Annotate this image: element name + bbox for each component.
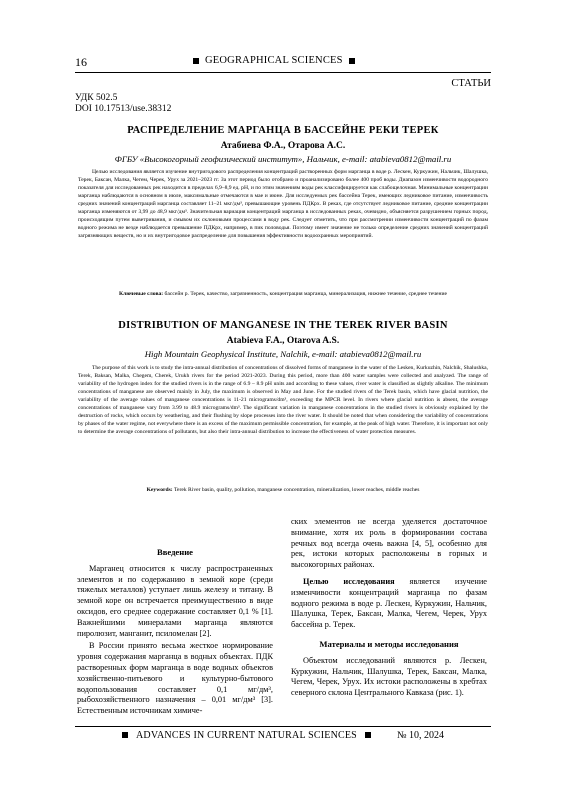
running-header [75,52,491,72]
aim-label: Целью исследования [303,576,395,586]
doi[interactable]: DOI 10.17513/use.38312 [75,104,172,114]
intro-paragraph: Марганец относится к числу распространенных элементов и по содержанию в земной коре (среди тяжелых металлов) уступает лишь железу и титану. В земной коре он встречается преимущественно в виде оксидов, его среднее содержание составляет 0,1 % [1]. Важнейшими минералами марганца являются пиролюзит, манганит, псиломелан [2]. [77,563,273,638]
authors-ru: Атабиева Ф.А., Отарова А.С. [220,141,346,151]
body-column-right [291,517,487,701]
keywords-en [78,486,488,494]
abstract-en: The purpose of this work is to study the intra-annual distribution of concentrations of dissolved forms of manganese in the water of the Lesken, Kurkuzhin, Nalchik, Shalushka, Terek, Baksan, Malka, Chegem, Cherek, Urukh rivers for the period 2021-2023. During this period, more than 400 water samples were collected and analyzed. The range of variability of the hydrogen index for the studied rivers is in the range of 6.9 – 8.9 pH units and according to these values, river water is classified as slightly alkaline. The minimum concentrations of manganese are observed mainly in July, the maximum is observed in May and June. For the studied rivers of the Terek basin, which have glacial nutrition, the variability of the average values of manganese concentrations is 11-21 micrograms/dm³, exceeding the MPCR level. In rivers where glacial nutrition is absent, the average concentrations of manganese vary from 3.99 to 48.9 micrograms/dm³. The significant variation in manganese concentrations in the studied rivers is obviously explained by the destruction of rocks, which occurs by weathering, and their flushing by slope processes into the river water. It should be noted that when considering the variability of concentrations by phases of the water regime, not everywhere there is an excess of the maximum permissible concentration, for example, at the peak of high water. Therefore, it is important not only to determine the average concentrations of pollutants, but also their intra-annual distribution to increase the effectiveness of water protection measures. [78,365,488,435]
methods-heading: Материалы и методы исследования [319,638,459,649]
keywords-text: Terek River basin, quality, pollution, manganese concentration, mineralization, lower reaches, middle reaches [173,487,420,493]
methods-paragraph: Объектом исследований являются р. Лескен, Куркужин, Нальчик, Шалушка, Терек, Баксан, Малка, Чегем, Черек, Урух. Их истоки расположены в хребтах северного склона Центрального Кавказа (рис. 1). [291,655,487,698]
page-number: 16 [75,54,87,69]
square-bullet-icon [193,58,199,64]
abstract-ru: Целью исследования является изучение внутригодового распределения концентраций растворенных форм марганца в воде р. Лескен, Куркужин, Нальчик, Шалушка, Терек, Баксан, Малка, Чегем, Черек, Урух за 2021–2023 гг. За этот период было отобрано и проанализировано более 400 проб воды. Диапазон изменчивости водородного показателя для исследованных рек находится в пределах 6,9–8,9 ед. рН, и по этим значениям воды рек классифицируется как слабощелочная. Минимальные концентрации марганца наблюдаются в основном в июле, максимальные отмечаются в мае и июне. Для исследуемых рек бассейна Терек, имеющих ледниковое питание, изменчивость средних значений концентраций марганца составляет 11–21 мкг/дм³, превышающие уровень ПДКрх. В реках, где отсутствует ледниковое питание, средние концентрации марганца изменяются от 3,99 до 48,9 мкг/дм³. Значительная вариация концентраций марганца в исследованных реках, очевидно, объясняется разрушением горных пород, происходящим путем выветривания, и смывом их склоновыми процессами в воду рек. Следует отметить, что при рассмотрении изменчивости концентраций по фазам водного режима не везде наблюдается превышение ПДКрх, например, в пик половодья. Поэтому имеет значение не только определение средних значений концентраций загрязняющих веществ, но и их внутригодовое распределение для повышения эффективности водоохранных мероприятий. [78,169,488,239]
intro-paragraph: В России принято весьма жесткое нормирование уровня содержания марганца в водных объектах. ПДК растворенных форм марганца в воде водных объектов хозяйственно-питьевого и культурно-бытового водопользования составляет 0,1 мг/дм³, рыбохозяйственного назначения – 0,01 мг/дм³ [3]. Естественным источникам химиче- [77,641,273,716]
article-title-en: DISTRIBUTION OF MANGANESE IN THE TEREK RIVER BASIN [118,320,448,331]
footer-issue: № 10, 2024 [396,729,444,741]
body-column-left [77,547,273,719]
affiliation-en: High Mountain Geophysical Institute, Nalchik, e-mail: atabieva0812@mail.ru [144,349,422,359]
aim-paragraph [291,577,487,631]
footer-rule [75,726,491,727]
header-rule [75,72,491,73]
body-paragraph: ских элементов не всегда уделяется достаточное внимание, хотя их роль в формировании состава речных вод всегда очень важна [4, 5], особенно для рек, истоки которых расположены в горных и высокогорных районах. [291,517,487,570]
journal-section-name: GEOGRAPHICAL SCIENCES [205,55,343,66]
keywords-text: бассейн р. Терек, качество, загрязненность, концентрация марганца, минерализация, нижнее течение, среднее течение [164,291,447,297]
article-title-ru: РАСПРЕДЕЛЕНИЕ МАРГАНЦА В БАССЕЙНЕ РЕКИ ТЕРЕК [127,125,439,136]
square-bullet-icon [365,732,371,738]
running-footer [75,728,491,742]
keywords-ru [78,290,488,298]
keywords-label: Keywords: [146,487,173,493]
footer-journal: ADVANCES IN CURRENT NATURAL SCIENCES [136,729,357,741]
journal-header [193,55,355,66]
section-label: СТАТЬИ [451,78,491,89]
square-bullet-icon [122,732,128,738]
udk-code: УДК 502.5 [75,93,118,103]
square-bullet-icon [349,58,355,64]
affiliation-ru: ФГБУ «Высокогорный геофизический институт», Нальчик, e-mail: atabieva0812@mail.ru [114,154,452,164]
keywords-label: Ключевые слова: [119,291,164,297]
aim-text: является изучение изменчивости концентраций марганца по фазам водного режима в воде р. Лескен, Куркужин, Нальчик, Шалушка, Терек, Баксан, Малка, Чегем, Черек, Урух бассейна р. Терек. [291,576,487,630]
intro-heading: Введение [157,547,193,557]
authors-en: Atabieva F.A., Otarova A.S. [226,336,340,346]
